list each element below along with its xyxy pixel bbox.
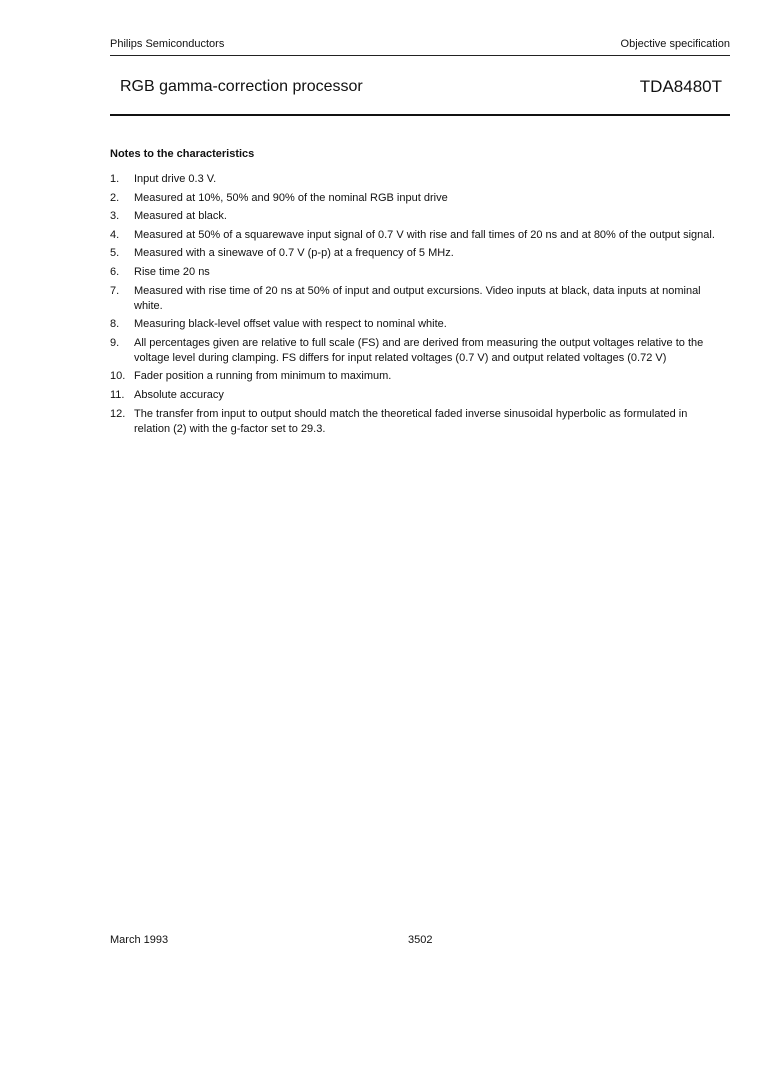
note-number: 2. [110, 191, 120, 204]
section-heading: Notes to the characteristics [110, 148, 255, 160]
note-item [110, 388, 722, 403]
note-number: 4. [110, 228, 120, 241]
page-number: 3502 [408, 934, 433, 946]
note-item [110, 209, 722, 224]
part-number: TDA8480T [639, 77, 722, 96]
document-title: RGB gamma-correction processor [120, 78, 363, 95]
note-item [110, 265, 722, 280]
title-divider [110, 114, 730, 116]
note-item [110, 246, 722, 261]
note-text: Measured at 10%, 50% and 90% of the nominal RGB input drive [134, 191, 448, 204]
note-text: Input drive 0.3 V. [134, 173, 217, 185]
note-item [110, 191, 722, 206]
note-number: 7. [110, 284, 120, 297]
note-number: 10. [110, 370, 126, 383]
note-text: The transfer from input to output should match the theoretical faded inverse sinusoidal hyperbolic as formulated in relation (2) with the g-factor set to 29.3. [134, 407, 688, 435]
notes-list [110, 172, 722, 440]
note-item [110, 228, 722, 243]
note-text: Measuring black-level offset value with respect to nominal white. [134, 318, 447, 331]
footer-date: March 1993 [110, 934, 169, 946]
note-number: 8. [110, 318, 120, 331]
note-item [110, 407, 722, 437]
note-item [110, 317, 722, 332]
note-number: 1. [110, 173, 120, 185]
note-text: Measured with rise time of 20 ns at 50% of input and output excursions. Video inputs at black, data inputs at nominal white. [134, 284, 701, 312]
note-text: Measured at 50% of a squarewave input signal of 0.7 V with rise and fall times of 20 ns and at 80% of the output signal. [134, 228, 715, 241]
note-text: Absolute accuracy [134, 388, 224, 401]
note-number: 6. [110, 265, 120, 278]
note-number: 12. [110, 407, 126, 420]
note-text: Fader position a running from minimum to maximum. [134, 370, 392, 383]
note-number: 11. [110, 388, 125, 401]
note-text: All percentages given are relative to full scale (FS) and are derived from measuring the output voltages relative to the voltage level during clamping. FS differs for input related voltages (0.7 V) and output related voltages (0.72 V) [134, 336, 704, 364]
note-number: 9. [110, 336, 120, 349]
note-number: 5. [110, 247, 120, 260]
note-item [110, 336, 722, 366]
header-divider [110, 55, 730, 56]
note-text: Measured at black. [134, 210, 227, 223]
document-status: Objective specification [620, 38, 730, 50]
note-number: 3. [110, 210, 120, 223]
note-item [110, 172, 722, 187]
note-text: Rise time 20 ns [134, 265, 210, 278]
company-name: Philips Semiconductors [110, 38, 225, 50]
note-text: Measured with a sinewave of 0.7 V (p-p) at a frequency of 5 MHz. [134, 247, 454, 260]
note-item [110, 369, 722, 384]
note-item [110, 284, 722, 314]
